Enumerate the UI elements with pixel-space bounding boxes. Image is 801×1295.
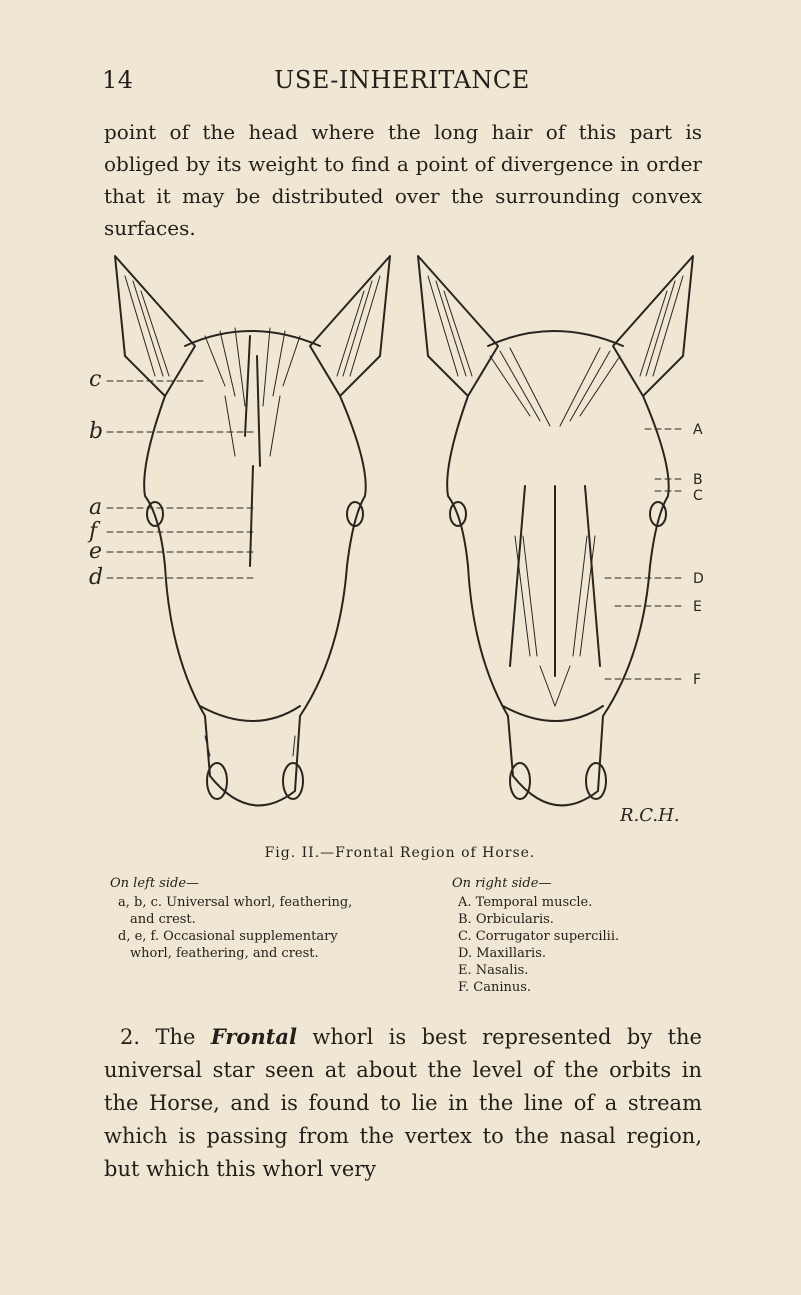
legend-right-item: A. Temporal muscle. bbox=[458, 895, 593, 910]
label-A: A bbox=[693, 422, 703, 438]
label-D: D bbox=[693, 571, 704, 587]
label-e: e bbox=[89, 539, 103, 564]
running-head: USE-INHERITANCE bbox=[274, 66, 530, 94]
paragraph-the: The bbox=[155, 1025, 196, 1049]
label-a: a bbox=[89, 495, 103, 520]
legend-left bbox=[110, 875, 375, 962]
label-d: d bbox=[89, 565, 104, 590]
legend-right-item: F. Caninus. bbox=[458, 980, 532, 995]
label-B: B bbox=[693, 472, 703, 488]
legend-right-item: C. Corrugator supercilii. bbox=[458, 929, 620, 944]
label-F: F bbox=[693, 672, 702, 688]
paragraph-text: whorl is best represented by the universal star seen at about the level of the orbits in the Horse, and is found to lie in the line of a stream which is passing from the vertex to the nasal region, but which this whorl very bbox=[104, 1025, 702, 1181]
emphasis-frontal: Frontal bbox=[210, 1024, 297, 1049]
label-C: C bbox=[693, 488, 703, 504]
figure-caption: Fig. II.—Frontal Region of Horse. bbox=[264, 845, 536, 861]
label-f: f bbox=[89, 519, 98, 544]
label-c: c bbox=[89, 367, 102, 392]
paragraph-frontal-whorl bbox=[104, 1020, 702, 1186]
label-E: E bbox=[693, 599, 702, 615]
legend-right-item: E. Nasalis. bbox=[458, 963, 529, 978]
label-b: b bbox=[89, 419, 104, 444]
paragraph-number: 2. bbox=[120, 1025, 141, 1049]
legend-left-item: d, e, f. Occasional supplementary whorl, feathering, and crest. bbox=[118, 929, 338, 961]
legend-left-item: a, b, c. Universal whorl, feathering, and crest. bbox=[118, 895, 353, 927]
legend-left-heading: On left side— bbox=[110, 876, 200, 891]
legend-right-item: D. Maxillaris. bbox=[458, 946, 547, 961]
legend-right-heading: On right side— bbox=[452, 876, 552, 891]
right-level-lines bbox=[605, 429, 685, 679]
legend-right bbox=[452, 875, 712, 996]
left-level-lines bbox=[107, 381, 255, 578]
horse-head-figure bbox=[85, 236, 725, 836]
page-header bbox=[102, 66, 702, 100]
page-number: 14 bbox=[102, 66, 134, 94]
paragraph-continuation: point of the head where the long hair of this part is obliged by its weight to find a point of divergence in order that it may be distributed over the surrounding convex surfaces. bbox=[104, 120, 702, 240]
artist-signature: R.C.H. bbox=[620, 805, 680, 826]
legend-right-item: B. Orbicularis. bbox=[458, 912, 554, 927]
horse-head-illustration bbox=[85, 236, 725, 836]
